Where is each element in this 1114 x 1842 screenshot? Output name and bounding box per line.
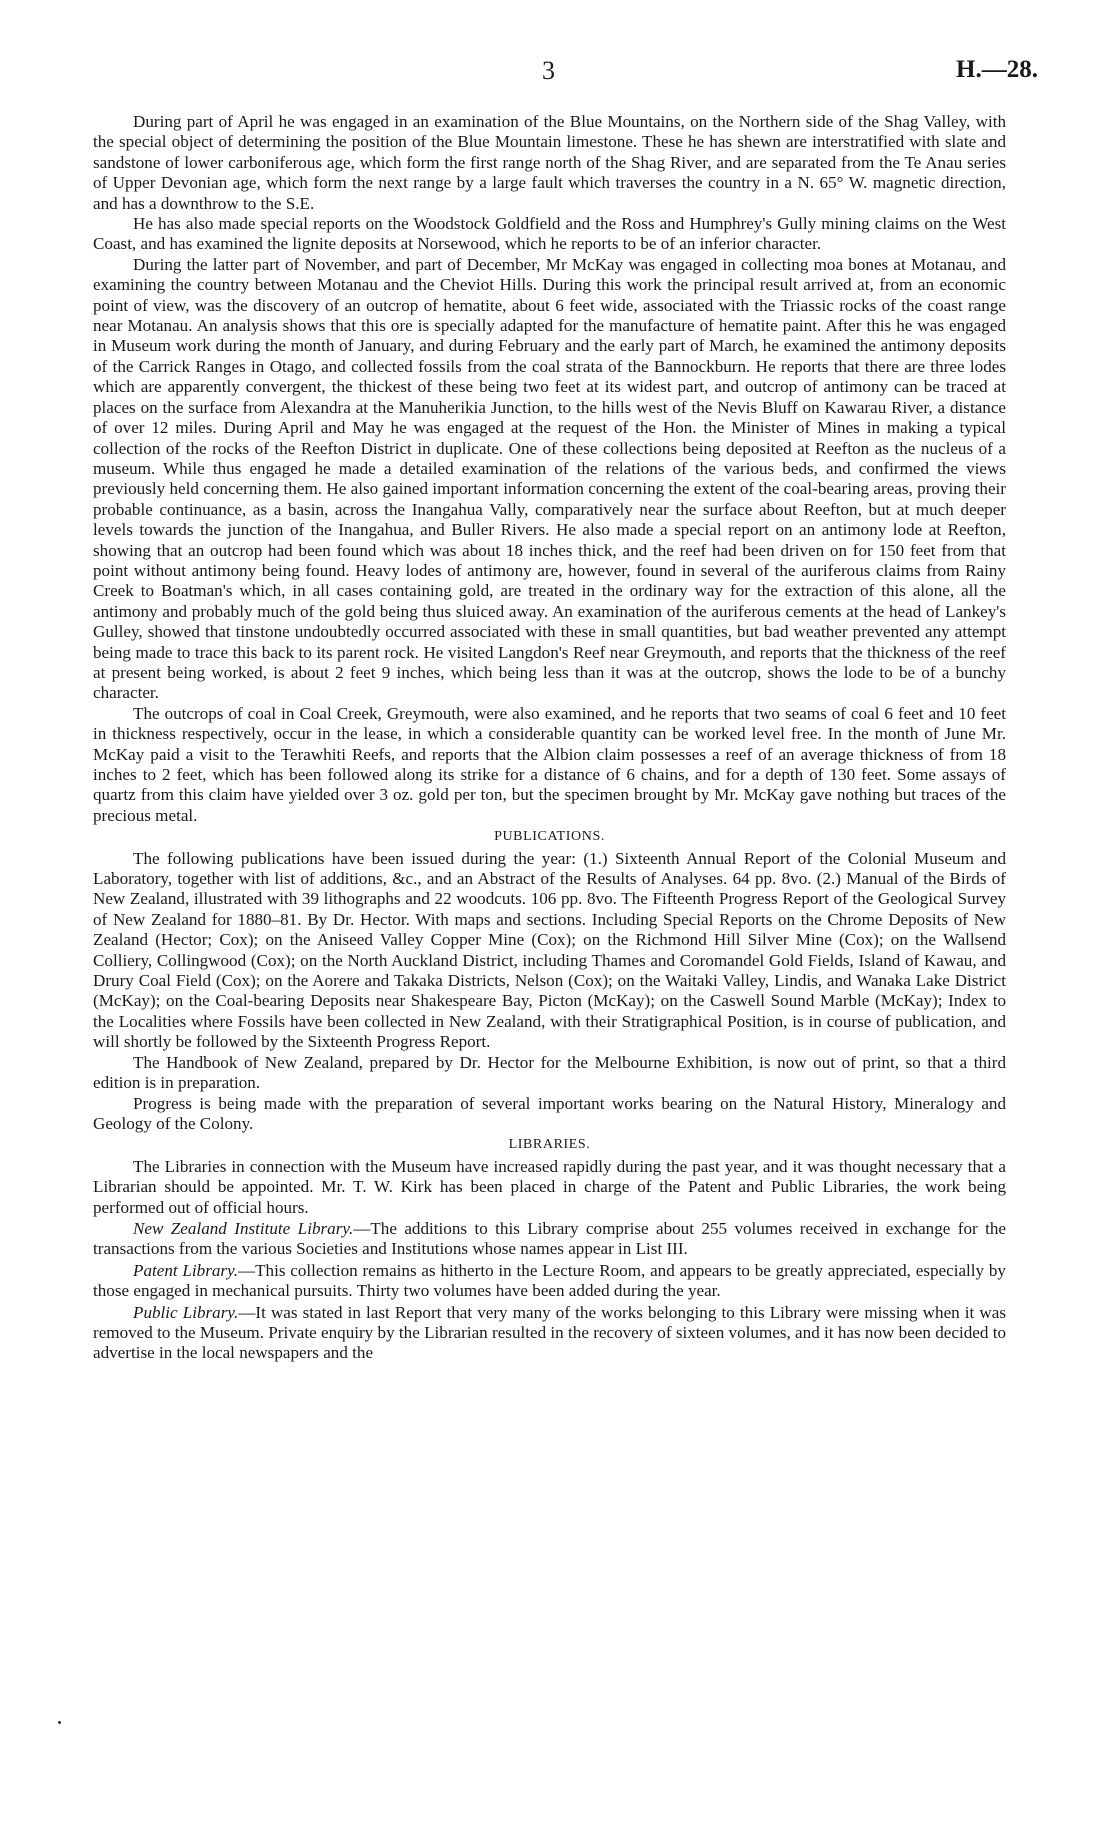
patent-library-text: —This collection remains as hitherto in the Lecture Room, and appears to be greatly appreciated, especially by those engaged in mechanical pursuits. Thirty two volumes have been added during the year.: [93, 1260, 1006, 1301]
public-library-text: —It was stated in last Report that very many of the works belonging to this Library were missing when it was removed to the Museum. Private enquiry by the Librarian resulted in the recovery of sixteen volumes, and it has now been decided to advertise in the local newspapers and the: [93, 1302, 1006, 1363]
paragraph-publications-list: The following publications have been issued during the year: (1.) Sixteenth Annual Report of the Colonial Museum and Laboratory, together with list of additions, &c., and an Abstract of the Results of Analyses. 64 pp. 8vo. (2.) Manual of the Birds of New Zealand, illustrated with 39 lithographs and 22 woodcuts. 106 pp. 8vo. The Fifteenth Progress Report of the Geological Survey of New Zealand for 1880–81. By Dr. Hector. With maps and sections. Including Special Reports on the Chrome Deposits of New Zealand (Hector; Cox); on the Aniseed Valley Copper Mine (Cox); on the Richmond Hill Silver Mine (Cox); on the Wallsend Colliery, Collingwood (Cox); on the North Auckland District, including Thames and Coromandel Gold Fields, Island of Kawau, and Drury Coal Field (Cox); on the Aorere and Takaka Districts, Nelson (Cox); on the Waitaki Valley, Lindis, and Wanaka Lake District (McKay); on the Coal-bearing Deposits near Shakespeare Bay, Picton (McKay); on the Caswell Sound Marble (McKay); Index to the Localities where Fossils have been collected in New Zealand, with their Stratigraphical Position, is in course of publication, and will shortly be followed by the Sixteenth Progress Report.: [93, 848, 1006, 1052]
publications-heading: PUBLICATIONS.: [494, 829, 605, 845]
page-number: 3: [542, 56, 555, 85]
libraries-heading: LIBRARIES.: [508, 1137, 591, 1153]
paragraph-mckay-work: During the latter part of November, and part of December, Mr McKay was engaged in collecting moa bones at Motanau, and examining the country between Motanau and the Cheviot Hills. During this work the principal result arrived at, from an economic point of view, was the discovery of an outcrop of hematite, about 6 feet wide, associated with the Triassic rocks of the coast range near Motanau. An analysis shows that this ore is specially adapted for the manufacture of hematite paint. After this he was engaged in Museum work during the month of January, and during February and the early part of March, he examined the antimony deposits of the Carrick Ranges in Otago, and collected fossils from the coal strata of the Bannockburn. He reports that there are three lodes which are apparently convergent, the thickest of these being two feet at its widest part, and outcrop of antimony can be traced at places on the surface from Alexandra at the Manuherikia Junction, to the hills west of the Nevis Bluff on Kawarau River, a distance of over 12 miles. During April and May he was engaged at the request of the Hon. the Minister of Mines in making a typical collection of the rocks of the Reefton District in duplicate. One of these collections being deposited at Reefton as the nucleus of a museum. While thus engaged he made a detailed examination of the relations of the various beds, and confirmed the views previously held concerning them. He also gained important information concerning the extent of the coal-bearing areas, proving their probable continuance, as a basin, across the Inangahua Vally, comparatively near the surface about Reefton, but at much deeper levels towards the junction of the Inangahua, and Buller Rivers. He also made a special report on an antimony lode at Reefton, showing that an outcrop had been found which was about 18 inches thick, and the reef had been driven on for 150 feet from that point without antimony being found. Heavy lodes of antimony are, however, found in several of the auriferous claims from Rainy Creek to Boatman's which, in all cases containing gold, are treated in the ordinary way for the extraction of this alone, all the antimony and probably much of the gold being thus sluiced away. An examination of the auriferous cements at the head of Lankey's Gulley, showed that tinstone undoubtedly occurred associated with these in small quantities, but bad weather prevented any attempt being made to trace this back to its parent rock. He visited Langdon's Reef near Greymouth, and reports that the thickness of the reef at present being worked, is about 2 feet 9 inches, which being less than it was at the outcrop, shows the lode to be of a bunchy character.: [93, 254, 1006, 703]
paragraph-libraries-intro: The Libraries in connection with the Museum have increased rapidly during the past year, and it was thought necessary that a Librarian should be appointed. Mr. T. W. Kirk has been placed in charge of the Patent and Public Libraries, the work being performed out of official hours.: [93, 1156, 1006, 1217]
paragraph-public-library: [93, 1303, 1006, 1364]
document-reference: H.—28.: [956, 56, 1038, 83]
paragraph-nz-institute-library: [93, 1219, 1006, 1260]
nz-institute-library-title: New Zealand Institute Library.: [133, 1218, 354, 1238]
paragraph-patent-library: [93, 1261, 1006, 1302]
paragraph-special-reports: He has also made special reports on the Woodstock Goldfield and the Ross and Humphrey's Gully mining claims on the West Coast, and has examined the lignite deposits at Norsewood, which he reports to be of an inferior character.: [93, 214, 1006, 254]
paragraph-progress: Progress is being made with the preparation of several important works bearing on the Natural History, Mineralogy and Geology of the Colony.: [93, 1093, 1006, 1133]
paragraph-handbook: The Handbook of New Zealand, prepared by Dr. Hector for the Melbourne Exhibition, is now out of print, so that a third edition is in preparation.: [93, 1052, 1006, 1093]
document-body: [93, 112, 1006, 1364]
nz-institute-library-text: —The additions to this Library comprise about 255 volumes received in exchange for the transactions from the various Societies and Institutions whose names appear in List III.: [93, 1218, 1006, 1259]
margin-mark: [58, 1721, 61, 1724]
public-library-title: Public Library.: [133, 1302, 239, 1322]
paragraph-blue-mountains: During part of April he was engaged in an examination of the Blue Mountains, on the Northern side of the Shag Valley, with the special object of determining the position of the Blue Mountain limestone. These he has shewn are interstratified with slate and sandstone of lower carboniferous age, which form the first range north of the Shag River, and are separated from the Te Anau series of Upper Devonian age, which form the next range by a large fault which traverses the country in a N. 65° W. magnetic direction, and has a downthrow to the S.E.: [93, 112, 1006, 213]
paragraph-coal-creek: The outcrops of coal in Coal Creek, Greymouth, were also examined, and he reports that two seams of coal 6 feet and 10 feet in thickness respectively, occur in the lease, in which a considerable quantity can be worked level free. In the month of June Mr. McKay paid a visit to the Terawhiti Reefs, and reports that the Albion claim possesses a reef of an average thickness of from 18 inches to 2 feet, which has been followed along its strike for a distance of 6 chains, and for a depth of 130 feet. Some assays of quartz from this claim have yielded over 3 oz. gold per ton, but the specimen brought by Mr. McKay gave nothing but traces of the precious metal.: [93, 703, 1006, 825]
patent-library-title: Patent Library.: [133, 1260, 238, 1280]
